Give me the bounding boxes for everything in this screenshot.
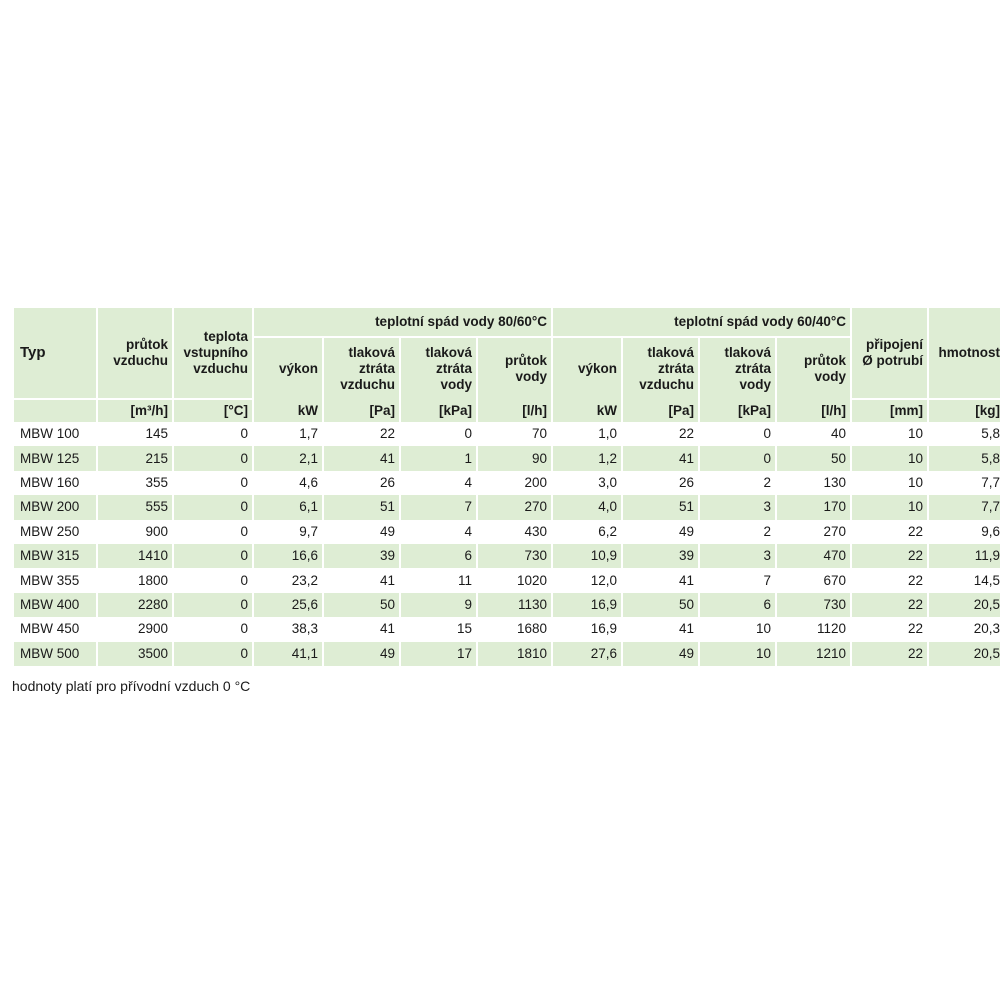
table-cell: 2280	[98, 593, 172, 617]
row-type-cell: MBW 400	[14, 593, 96, 617]
table-cell: 10	[852, 471, 927, 495]
table-cell: 26	[324, 471, 399, 495]
table-body	[14, 422, 1000, 666]
table-cell: 41	[324, 446, 399, 470]
table-cell: 7	[700, 568, 775, 592]
unit-tlak-vzduchu-60: [Pa]	[623, 400, 698, 422]
table-cell: 11,9	[929, 544, 1000, 568]
table-cell: 1130	[478, 593, 551, 617]
table-cell: 3	[700, 544, 775, 568]
table-cell: 50	[324, 593, 399, 617]
table-cell: 6,2	[553, 520, 621, 544]
footnote: hodnoty platí pro přívodní vzduch 0 °C	[12, 678, 251, 694]
table-cell: 7	[401, 495, 476, 519]
header-vykon-80: výkon	[254, 338, 322, 400]
unit-pripojeni: [mm]	[852, 400, 927, 422]
table-cell: 10	[852, 422, 927, 446]
table-cell: 41	[623, 617, 698, 641]
table-cell: 0	[174, 593, 252, 617]
table-cell: 50	[623, 593, 698, 617]
row-type-cell: MBW 500	[14, 642, 96, 666]
table-cell: 10,9	[553, 544, 621, 568]
table-cell: 430	[478, 520, 551, 544]
table-cell: 90	[478, 446, 551, 470]
table-cell: 2900	[98, 617, 172, 641]
table-cell: 130	[777, 471, 850, 495]
table-cell: 0	[700, 422, 775, 446]
table-cell: 22	[623, 422, 698, 446]
table-cell: 12,0	[553, 568, 621, 592]
table-cell: 0	[174, 520, 252, 544]
table-cell: 20,3	[929, 617, 1000, 641]
header-prutok-vzduchu: průtok vzduchu	[98, 308, 172, 400]
table-row	[14, 520, 1000, 544]
unit-prutok-vody-60: [l/h]	[777, 400, 850, 422]
table-cell: 3	[700, 495, 775, 519]
table-cell: 41	[324, 568, 399, 592]
table-cell: 49	[623, 642, 698, 666]
table-cell: 50	[777, 446, 850, 470]
table-cell: 3,0	[553, 471, 621, 495]
table-cell: 15	[401, 617, 476, 641]
table-cell: 49	[623, 520, 698, 544]
row-type-cell: MBW 450	[14, 617, 96, 641]
table-cell: 4,0	[553, 495, 621, 519]
table-cell: 26	[623, 471, 698, 495]
row-type-cell: MBW 100	[14, 422, 96, 446]
table-cell: 9,6	[929, 520, 1000, 544]
table-cell: 1,0	[553, 422, 621, 446]
header-teplota: teplota vstupního vzduchu	[174, 308, 252, 400]
table-row	[14, 495, 1000, 519]
group-header-60-40: teplotní spád vody 60/40°C	[553, 308, 850, 338]
table-cell: 5,8	[929, 446, 1000, 470]
table-cell: 20,5	[929, 593, 1000, 617]
table-cell: 49	[324, 520, 399, 544]
header-tlak-vody-60: tlaková ztráta vody	[700, 338, 775, 400]
table-cell: 22	[852, 568, 927, 592]
table-row	[14, 544, 1000, 568]
unit-vykon-60: kW	[553, 400, 621, 422]
table-cell: 10	[852, 495, 927, 519]
table-cell: 0	[174, 617, 252, 641]
table-cell: 1020	[478, 568, 551, 592]
table-cell: 51	[623, 495, 698, 519]
table-cell: 70	[478, 422, 551, 446]
table-cell: 0	[174, 642, 252, 666]
unit-tlak-vody-80: [kPa]	[401, 400, 476, 422]
row-type-cell: MBW 125	[14, 446, 96, 470]
header-hmotnost: hmotnost	[929, 308, 1000, 400]
table-cell: 22	[852, 520, 927, 544]
table-cell: 6	[401, 544, 476, 568]
table-cell: 22	[852, 593, 927, 617]
table-cell: 555	[98, 495, 172, 519]
table-cell: 22	[324, 422, 399, 446]
table-cell: 1680	[478, 617, 551, 641]
table-cell: 22	[852, 617, 927, 641]
header-prutok-vody-80: průtok vody	[478, 338, 551, 400]
table-cell: 16,6	[254, 544, 322, 568]
table-cell: 22	[852, 544, 927, 568]
table-cell: 23,2	[254, 568, 322, 592]
table-cell: 10	[700, 642, 775, 666]
table-cell: 730	[777, 593, 850, 617]
table-cell: 0	[174, 495, 252, 519]
table-cell: 9,7	[254, 520, 322, 544]
table-cell: 1,7	[254, 422, 322, 446]
table-cell: 6	[700, 593, 775, 617]
group-header-80-60: teplotní spád vody 80/60°C	[254, 308, 551, 338]
table-cell: 10	[700, 617, 775, 641]
table-cell: 10	[852, 446, 927, 470]
header-prutok-vody-60: průtok vody	[777, 338, 850, 400]
table-cell: 355	[98, 471, 172, 495]
table-cell: 22	[852, 642, 927, 666]
table-cell: 4,6	[254, 471, 322, 495]
table-cell: 25,6	[254, 593, 322, 617]
table-row	[14, 568, 1000, 592]
table-cell: 41,1	[254, 642, 322, 666]
header-vykon-60: výkon	[553, 338, 621, 400]
table-cell: 9	[401, 593, 476, 617]
table-cell: 7,7	[929, 471, 1000, 495]
table-cell: 1	[401, 446, 476, 470]
table-row	[14, 593, 1000, 617]
table-cell: 200	[478, 471, 551, 495]
unit-prutok-vody-80: [l/h]	[478, 400, 551, 422]
table-cell: 49	[324, 642, 399, 666]
table-cell: 41	[623, 568, 698, 592]
table-cell: 0	[174, 471, 252, 495]
table-cell: 14,5	[929, 568, 1000, 592]
row-type-cell: MBW 250	[14, 520, 96, 544]
table-row	[14, 422, 1000, 446]
table-cell: 0	[174, 544, 252, 568]
table-cell: 41	[623, 446, 698, 470]
table-cell: 0	[174, 446, 252, 470]
table-cell: 51	[324, 495, 399, 519]
table-cell: 1,2	[553, 446, 621, 470]
table-cell: 40	[777, 422, 850, 446]
row-type-cell: MBW 160	[14, 471, 96, 495]
unit-hmotnost: [kg]	[929, 400, 1000, 422]
table-cell: 4	[401, 471, 476, 495]
table-cell: 900	[98, 520, 172, 544]
table-cell: 4	[401, 520, 476, 544]
table-cell: 730	[478, 544, 551, 568]
table-row	[14, 642, 1000, 666]
table-cell: 670	[777, 568, 850, 592]
header-tlak-vzduchu-60: tlaková ztráta vzduchu	[623, 338, 698, 400]
header-tlak-vzduchu-80: tlaková ztráta vzduchu	[324, 338, 399, 400]
table-cell: 270	[478, 495, 551, 519]
table-cell: 7,7	[929, 495, 1000, 519]
row-type-cell: MBW 200	[14, 495, 96, 519]
unit-typ	[14, 400, 96, 422]
table-cell: 1800	[98, 568, 172, 592]
table-cell: 170	[777, 495, 850, 519]
table-cell: 470	[777, 544, 850, 568]
table-cell: 145	[98, 422, 172, 446]
table-cell: 17	[401, 642, 476, 666]
row-type-cell: MBW 315	[14, 544, 96, 568]
unit-prutok-vzduchu: [m³/h]	[98, 400, 172, 422]
table-cell: 0	[700, 446, 775, 470]
table-cell: 1810	[478, 642, 551, 666]
table-cell: 2,1	[254, 446, 322, 470]
table-cell: 270	[777, 520, 850, 544]
table-cell: 2	[700, 520, 775, 544]
table-cell: 41	[324, 617, 399, 641]
table-cell: 1210	[777, 642, 850, 666]
table-cell: 1410	[98, 544, 172, 568]
header-typ: Typ	[14, 308, 96, 400]
table-cell: 16,9	[553, 617, 621, 641]
table-cell: 39	[623, 544, 698, 568]
table-cell: 16,9	[553, 593, 621, 617]
row-type-cell: MBW 355	[14, 568, 96, 592]
table-row	[14, 617, 1000, 641]
table-cell: 215	[98, 446, 172, 470]
table-cell: 6,1	[254, 495, 322, 519]
unit-tlak-vody-60: [kPa]	[700, 400, 775, 422]
unit-vykon-80: kW	[254, 400, 322, 422]
table-row	[14, 446, 1000, 470]
table-cell: 38,3	[254, 617, 322, 641]
table-cell: 39	[324, 544, 399, 568]
table-cell: 0	[401, 422, 476, 446]
header-tlak-vody-80: tlaková ztráta vody	[401, 338, 476, 400]
header-pripojeni: připojení Ø potrubí	[852, 308, 927, 400]
table-cell: 0	[174, 422, 252, 446]
table-cell: 1120	[777, 617, 850, 641]
table-cell: 3500	[98, 642, 172, 666]
table-row	[14, 471, 1000, 495]
table-cell: 20,5	[929, 642, 1000, 666]
unit-teplota: [°C]	[174, 400, 252, 422]
spec-table	[12, 308, 1000, 666]
table-cell: 5,8	[929, 422, 1000, 446]
table-cell: 2	[700, 471, 775, 495]
table-cell: 27,6	[553, 642, 621, 666]
table-cell: 11	[401, 568, 476, 592]
unit-tlak-vzduchu-80: [Pa]	[324, 400, 399, 422]
table-cell: 0	[174, 568, 252, 592]
